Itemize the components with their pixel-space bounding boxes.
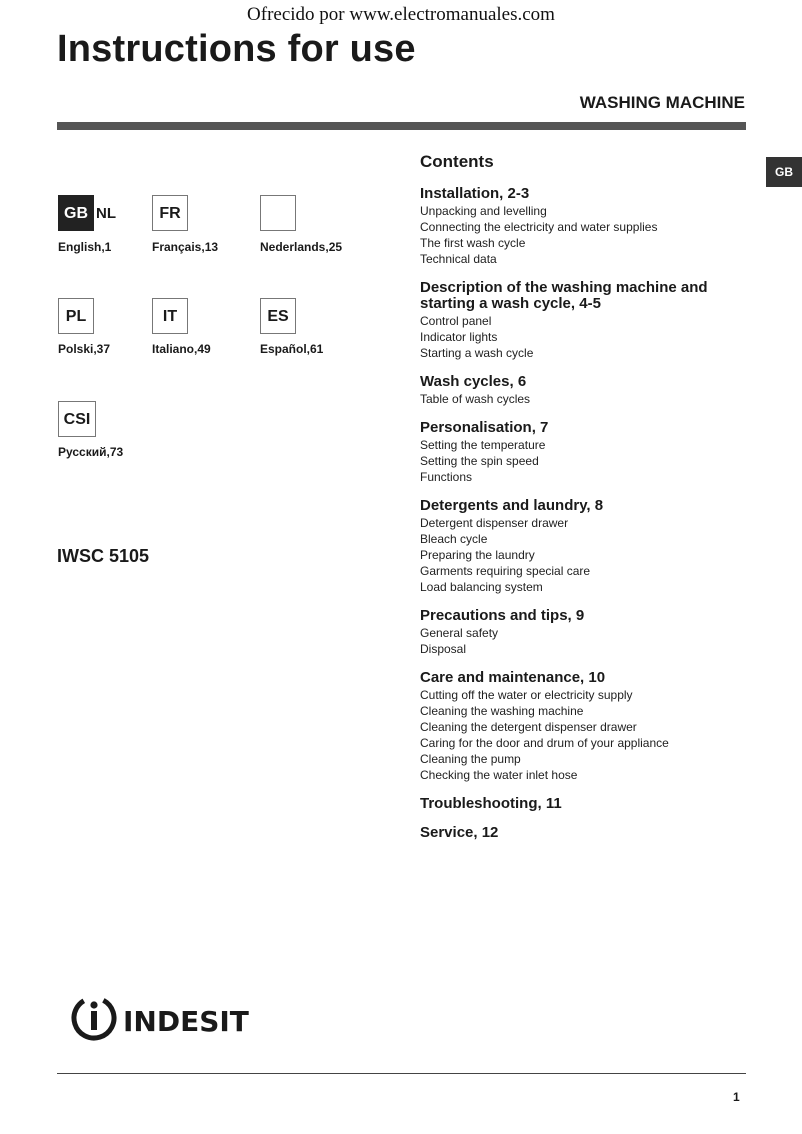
lang-caption-csi[interactable]: Русский,73 (58, 445, 124, 459)
bottom-divider (57, 1073, 746, 1074)
indesit-logo (70, 990, 270, 1051)
lang-caption-nl[interactable]: Nederlands,25 (260, 240, 343, 254)
lang-box-pl[interactable]: PL (58, 298, 94, 334)
contents-section (420, 796, 760, 812)
indesit-logo-icon (70, 990, 270, 1046)
lang-label-nl: NL (96, 205, 116, 222)
page-title: Instructions for use (57, 28, 416, 70)
contents-section-title[interactable]: Description of the washing machine and starting a wash cycle, 4-5 (420, 279, 708, 312)
contents-section-title[interactable]: Installation, 2-3 (420, 185, 530, 202)
contents-item[interactable]: Setting the temperature (420, 438, 546, 452)
contents-section (420, 186, 760, 267)
contents-section (420, 670, 760, 783)
contents-item[interactable]: Cutting off the water or electricity supply (420, 688, 633, 702)
contents-item[interactable]: Indicator lights (420, 330, 498, 344)
offer-text: Ofrecido por www.electromanuales.com (247, 4, 555, 25)
top-divider (57, 122, 746, 130)
page-number: 1 (733, 1090, 740, 1104)
contents-item[interactable]: Setting the spin speed (420, 454, 539, 468)
contents-section (420, 825, 760, 841)
contents-item[interactable]: Functions (420, 470, 473, 484)
contents-item[interactable]: Connecting the electricity and water supplies (420, 220, 658, 234)
lang-caption-fr[interactable]: Français,13 (152, 240, 219, 254)
brand-name: INDESIT (123, 1005, 249, 1038)
lang-caption-es[interactable]: Español,61 (260, 342, 324, 356)
contents-section-title[interactable]: Service, 12 (420, 824, 499, 841)
lang-box-es[interactable]: ES (260, 298, 296, 334)
model-number: IWSC 5105 (57, 546, 150, 566)
contents-item[interactable]: Bleach cycle (420, 532, 488, 546)
contents-item[interactable]: Cleaning the pump (420, 752, 521, 766)
contents-item[interactable]: Caring for the door and drum of your appliance (420, 736, 669, 750)
contents-section-title[interactable]: Personalisation, 7 (420, 419, 549, 436)
contents-item[interactable]: Disposal (420, 642, 467, 656)
contents-section-title[interactable]: Precautions and tips, 9 (420, 607, 585, 624)
contents-item[interactable]: Table of wash cycles (420, 392, 531, 406)
contents-item[interactable]: Checking the water inlet hose (420, 768, 578, 782)
contents-section (420, 608, 760, 657)
contents-section (420, 280, 760, 361)
contents-item[interactable]: Starting a wash cycle (420, 346, 534, 360)
contents-section-title[interactable]: Troubleshooting, 11 (420, 795, 562, 812)
contents-section-title[interactable]: Wash cycles, 6 (420, 373, 527, 390)
contents-item[interactable]: General safety (420, 626, 499, 640)
lang-box-it[interactable]: IT (152, 298, 188, 334)
contents-sections (420, 186, 760, 841)
contents-heading: Contents (420, 152, 494, 171)
contents-item[interactable]: Control panel (420, 314, 492, 328)
contents-item[interactable]: Detergent dispenser drawer (420, 516, 569, 530)
language-side-tab: GB (766, 157, 802, 187)
lang-caption-it[interactable]: Italiano,49 (152, 342, 211, 356)
contents-item[interactable]: Cleaning the washing machine (420, 704, 584, 718)
contents-item[interactable]: Unpacking and levelling (420, 204, 547, 218)
contents-item[interactable]: Cleaning the detergent dispenser drawer (420, 720, 637, 734)
contents-section (420, 374, 760, 407)
contents-item[interactable]: The first wash cycle (420, 236, 526, 250)
contents-section-title[interactable]: Detergents and laundry, 8 (420, 497, 604, 514)
product-type: WASHING MACHINE (579, 93, 745, 112)
lang-box-csi[interactable]: CSI (58, 401, 96, 437)
lang-caption-pl[interactable]: Polski,37 (58, 342, 111, 356)
lang-caption-gb[interactable]: English,1 (58, 240, 112, 254)
contents-item[interactable]: Garments requiring special care (420, 564, 591, 578)
lang-box-gb[interactable]: GB (58, 195, 94, 231)
lang-box-fr[interactable]: FR (152, 195, 188, 231)
contents-section-title[interactable]: Care and maintenance, 10 (420, 669, 606, 686)
contents-section (420, 420, 760, 485)
table-of-contents (420, 152, 760, 854)
contents-section (420, 498, 760, 595)
lang-box-nl[interactable] (260, 195, 296, 231)
contents-item[interactable]: Technical data (420, 252, 497, 266)
contents-item[interactable]: Load balancing system (420, 580, 543, 594)
contents-item[interactable]: Preparing the laundry (420, 548, 535, 562)
